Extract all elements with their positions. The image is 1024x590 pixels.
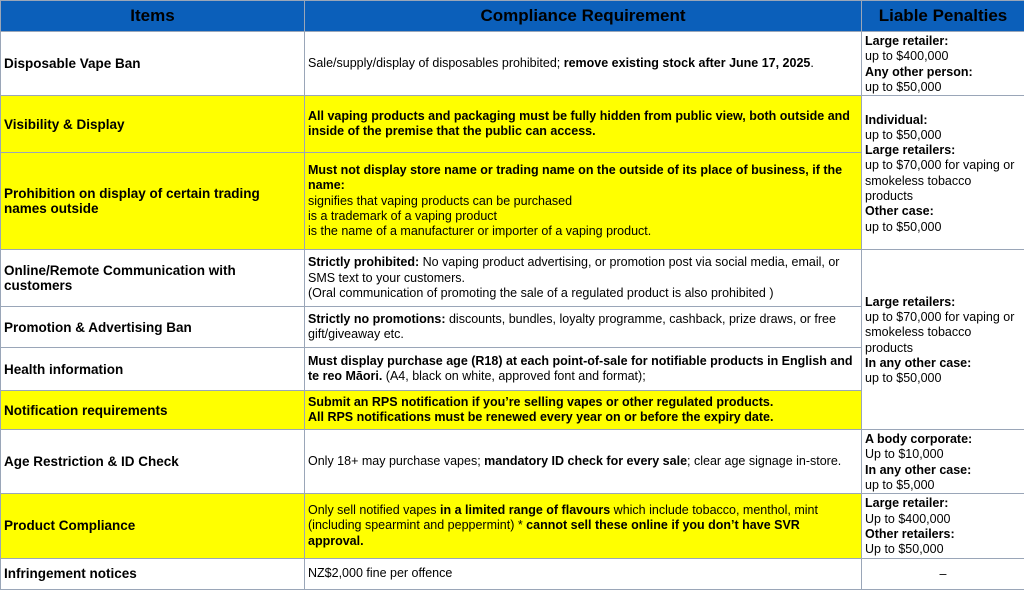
row-requirement: Strictly prohibited: No vaping product advertising, or promotion post via social media, email, or SMS text to your customers. (Oral communication of promoting the sale of a regulated product is also prohibited ) — [305, 250, 862, 307]
row-item-label: Infringement notices — [1, 558, 305, 589]
row-item-label: Age Restriction & ID Check — [1, 430, 305, 494]
table-row — [1, 32, 1024, 96]
row-requirement: All vaping products and packaging must be fully hidden from public view, both outside and inside of the premise that the public can access. — [305, 96, 862, 153]
row-penalty: Large retailer: Up to $400,000 Other retailers: Up to $50,000 — [862, 494, 1024, 558]
row-item-label: Notification requirements — [1, 391, 305, 430]
row-penalty: A body corporate: Up to $10,000 In any other case: up to $5,000 — [862, 430, 1024, 494]
row-requirement: Sale/supply/display of disposables prohibited; remove existing stock after June 17, 2025. — [305, 32, 862, 96]
header-compliance-requirement: Compliance Requirement — [305, 1, 862, 32]
row-requirement: NZ$2,000 fine per offence — [305, 558, 862, 589]
row-requirement: Only 18+ may purchase vapes; mandatory ID check for every sale; clear age signage in-store. — [305, 430, 862, 494]
row-penalty: Large retailer: up to $400,000 Any other person: up to $50,000 — [862, 32, 1024, 96]
row-item-label: Health information — [1, 348, 305, 391]
row-requirement: Must not display store name or trading name on the outside of its place of business, if the name: signifies that vaping products can be purchased is a trademark of a vaping product is the name of a manufacturer or importer of a vaping product. — [305, 153, 862, 250]
table-row — [1, 96, 1024, 153]
row-requirement: Strictly no promotions: discounts, bundles, loyalty programme, cashback, prize draws, or free gift/giveaway etc. — [305, 307, 862, 348]
row-item-label: Online/Remote Communication with customers — [1, 250, 305, 307]
row-penalty: Individual: up to $50,000 Large retailers: up to $70,000 for vaping or smokeless tobacco products Other case: up to $50,000 — [862, 96, 1024, 250]
table-row — [1, 430, 1024, 494]
row-item-label: Disposable Vape Ban — [1, 32, 305, 96]
table-row — [1, 250, 1024, 307]
row-item-label: Prohibition on display of certain trading names outside — [1, 153, 305, 250]
row-penalty — [862, 558, 1024, 589]
header-liable-penalties: Liable Penalties — [862, 1, 1024, 32]
row-item-label: Product Compliance — [1, 494, 305, 558]
row-item-label: Promotion & Advertising Ban — [1, 307, 305, 348]
table-row — [1, 494, 1024, 558]
row-requirement: Only sell notified vapes in a limited range of flavours which include tobacco, menthol, mint (including spearmint and peppermint) * cannot sell these online if you don’t have SVR approval. — [305, 494, 862, 558]
row-requirement: Must display purchase age (R18) at each point-of-sale for notifiable products in English and te reo Māori. (A4, black on white, approved font and format); — [305, 348, 862, 391]
penalty-dash: – — [865, 567, 1021, 582]
header-items: Items — [1, 1, 305, 32]
row-item-label: Visibility & Display — [1, 96, 305, 153]
row-penalty: Large retailers: up to $70,000 for vaping or smokeless tobacco products In any other case: up to $50,000 — [862, 250, 1024, 430]
header-row — [1, 1, 1024, 32]
row-requirement: Submit an RPS notification if you’re selling vapes or other regulated products. All RPS notifications must be renewed every year on or before the expiry date. — [305, 391, 862, 430]
table-row — [1, 558, 1024, 589]
